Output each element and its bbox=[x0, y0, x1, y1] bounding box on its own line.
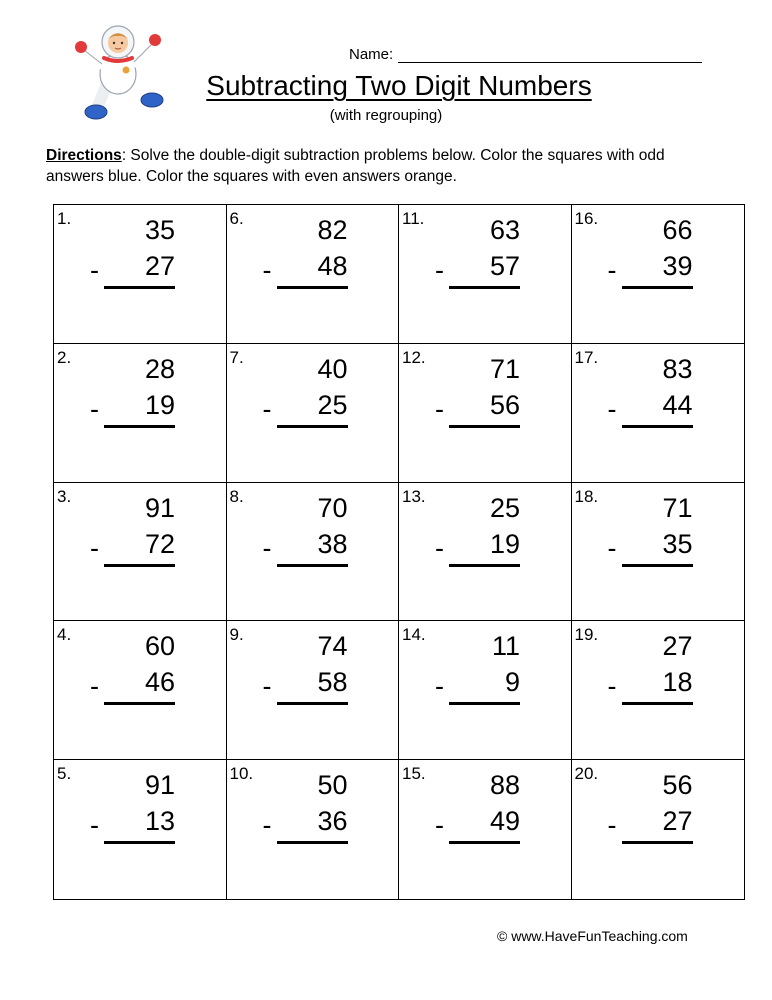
problem-number: 4. bbox=[57, 625, 72, 645]
answer-line[interactable] bbox=[449, 702, 520, 705]
problem-number: 17. bbox=[574, 347, 599, 367]
subtrahend: 48 bbox=[317, 251, 348, 281]
problem-number: 9. bbox=[229, 625, 244, 645]
name-label: Name: bbox=[349, 46, 394, 63]
minus-sign: - bbox=[435, 393, 444, 424]
subtrahend: 36 bbox=[317, 806, 348, 837]
answer-line[interactable] bbox=[622, 286, 693, 289]
minuend: 27 bbox=[662, 631, 693, 662]
directions bbox=[46, 145, 726, 187]
problem-cell[interactable] bbox=[227, 760, 400, 899]
problem-cell[interactable] bbox=[572, 483, 745, 622]
answer-line[interactable] bbox=[449, 425, 520, 428]
footer-copyright: © www.HaveFunTeaching.com bbox=[497, 928, 688, 944]
problem-cell[interactable] bbox=[572, 760, 745, 899]
minuend: 91 bbox=[144, 770, 175, 801]
answer-line[interactable] bbox=[104, 841, 175, 844]
problem-number: 3. bbox=[57, 486, 72, 506]
minuend: 25 bbox=[489, 492, 520, 523]
subtrahend: 46 bbox=[144, 667, 175, 698]
minuend: 91 bbox=[144, 492, 175, 523]
subtrahend: 35 bbox=[662, 528, 693, 559]
problem-number: 14. bbox=[402, 625, 426, 645]
problem-number: 16. bbox=[574, 209, 599, 228]
problem-cell[interactable] bbox=[54, 760, 227, 899]
minus-sign: - bbox=[90, 255, 99, 285]
minus-sign: - bbox=[90, 393, 99, 424]
subtrahend: 44 bbox=[662, 389, 693, 420]
worksheet-title: Subtracting Two Digit Numbers bbox=[206, 70, 592, 101]
answer-line[interactable] bbox=[449, 286, 520, 289]
problem-cell[interactable] bbox=[227, 483, 400, 622]
minuend: 66 bbox=[662, 215, 693, 245]
problem-number: 10. bbox=[229, 764, 254, 784]
minuend: 71 bbox=[662, 492, 693, 523]
problem-cell[interactable] bbox=[399, 760, 572, 899]
minus-sign: - bbox=[607, 532, 617, 563]
problem-number: 7. bbox=[229, 347, 244, 367]
minus-sign: - bbox=[607, 393, 617, 424]
problem-cell[interactable] bbox=[399, 205, 572, 344]
answer-line[interactable] bbox=[449, 564, 520, 567]
name-line[interactable] bbox=[398, 44, 702, 63]
minus-sign: - bbox=[607, 810, 617, 841]
problem-number: 2. bbox=[57, 347, 72, 367]
subtrahend: 58 bbox=[317, 667, 348, 698]
subtrahend: 25 bbox=[317, 389, 348, 420]
minuend: 82 bbox=[317, 215, 348, 245]
answer-line[interactable] bbox=[449, 841, 520, 844]
problem-cell[interactable] bbox=[227, 344, 400, 483]
answer-line[interactable] bbox=[104, 425, 175, 428]
problem-cell[interactable] bbox=[54, 205, 227, 344]
problem-cell[interactable] bbox=[54, 344, 227, 483]
subtrahend: 57 bbox=[489, 251, 520, 281]
problem-number: 15. bbox=[402, 764, 426, 784]
problem-cell[interactable] bbox=[572, 344, 745, 483]
subtrahend: 9 bbox=[504, 667, 520, 698]
minuend: 35 bbox=[144, 215, 175, 245]
subtrahend: 13 bbox=[144, 806, 175, 837]
problem-number: 18. bbox=[574, 486, 599, 506]
answer-line[interactable] bbox=[104, 564, 175, 567]
subtrahend: 18 bbox=[662, 667, 693, 698]
directions-label: Directions bbox=[46, 147, 122, 164]
problem-cell[interactable] bbox=[399, 344, 572, 483]
worksheet-subtitle: (with regrouping) bbox=[329, 107, 443, 124]
problem-cell[interactable] bbox=[572, 621, 745, 760]
problem-number: 11. bbox=[402, 209, 425, 228]
subtrahend: 38 bbox=[317, 528, 348, 559]
answer-line[interactable] bbox=[622, 564, 693, 567]
minuend: 70 bbox=[317, 492, 348, 523]
problem-cell[interactable] bbox=[399, 483, 572, 622]
minuend: 63 bbox=[489, 215, 520, 245]
problem-number: 6. bbox=[229, 209, 244, 228]
minuend: 83 bbox=[662, 353, 693, 384]
problem-grid bbox=[53, 204, 745, 900]
minus-sign: - bbox=[262, 671, 272, 702]
minuend: 60 bbox=[144, 631, 175, 662]
answer-line[interactable] bbox=[104, 702, 175, 705]
answer-line[interactable] bbox=[277, 286, 348, 289]
minus-sign: - bbox=[607, 255, 617, 285]
subtrahend: 19 bbox=[144, 389, 175, 420]
minus-sign: - bbox=[435, 671, 444, 702]
problem-cell[interactable] bbox=[227, 205, 400, 344]
minus-sign: - bbox=[262, 810, 272, 841]
minuend: 88 bbox=[489, 770, 520, 801]
answer-line[interactable] bbox=[277, 841, 348, 844]
minus-sign: - bbox=[435, 255, 444, 285]
minuend: 11 bbox=[491, 631, 520, 662]
minuend: 74 bbox=[317, 631, 348, 662]
minus-sign: - bbox=[435, 532, 444, 563]
problem-cell[interactable] bbox=[227, 621, 400, 760]
minus-sign: - bbox=[607, 671, 617, 702]
name-field-row bbox=[349, 44, 702, 63]
minus-sign: - bbox=[90, 810, 99, 841]
problem-number: 1. bbox=[57, 209, 72, 228]
minuend: 28 bbox=[144, 353, 175, 384]
problem-number: 20. bbox=[574, 764, 599, 784]
answer-line[interactable] bbox=[277, 425, 348, 428]
minuend: 50 bbox=[317, 770, 348, 801]
minus-sign: - bbox=[90, 532, 99, 563]
subtrahend: 72 bbox=[144, 528, 175, 559]
minuend: 71 bbox=[489, 353, 520, 384]
problem-number: 5. bbox=[57, 764, 72, 784]
problem-number: 12. bbox=[402, 347, 426, 367]
answer-line[interactable] bbox=[277, 702, 348, 705]
answer-line[interactable] bbox=[622, 841, 693, 844]
subtrahend: 27 bbox=[144, 251, 175, 281]
minus-sign: - bbox=[262, 255, 272, 285]
answer-line[interactable] bbox=[622, 702, 693, 705]
problem-number: 13. bbox=[402, 486, 426, 506]
subtrahend: 27 bbox=[662, 806, 693, 837]
minus-sign: - bbox=[435, 810, 444, 841]
problem-cell[interactable] bbox=[399, 621, 572, 760]
minuend: 40 bbox=[317, 353, 348, 384]
problem-cell[interactable] bbox=[54, 483, 227, 622]
subtrahend: 56 bbox=[489, 389, 520, 420]
answer-line[interactable] bbox=[622, 425, 693, 428]
minus-sign: - bbox=[262, 393, 272, 424]
problem-number: 19. bbox=[574, 625, 599, 645]
subtrahend: 39 bbox=[662, 251, 693, 281]
subtrahend: 49 bbox=[489, 806, 520, 837]
problem-cell[interactable] bbox=[572, 205, 745, 344]
problem-number: 8. bbox=[229, 486, 244, 506]
minus-sign: - bbox=[90, 671, 99, 702]
directions-text: : Solve the double-digit subtraction problems below. Color the squares with odd answers blue. Color the squares with even answers orange. bbox=[46, 147, 665, 185]
subtrahend: 19 bbox=[489, 528, 520, 559]
answer-line[interactable] bbox=[104, 286, 175, 289]
minus-sign: - bbox=[262, 532, 272, 563]
problem-cell[interactable] bbox=[54, 621, 227, 760]
minuend: 56 bbox=[662, 770, 693, 801]
answer-line[interactable] bbox=[277, 564, 348, 567]
